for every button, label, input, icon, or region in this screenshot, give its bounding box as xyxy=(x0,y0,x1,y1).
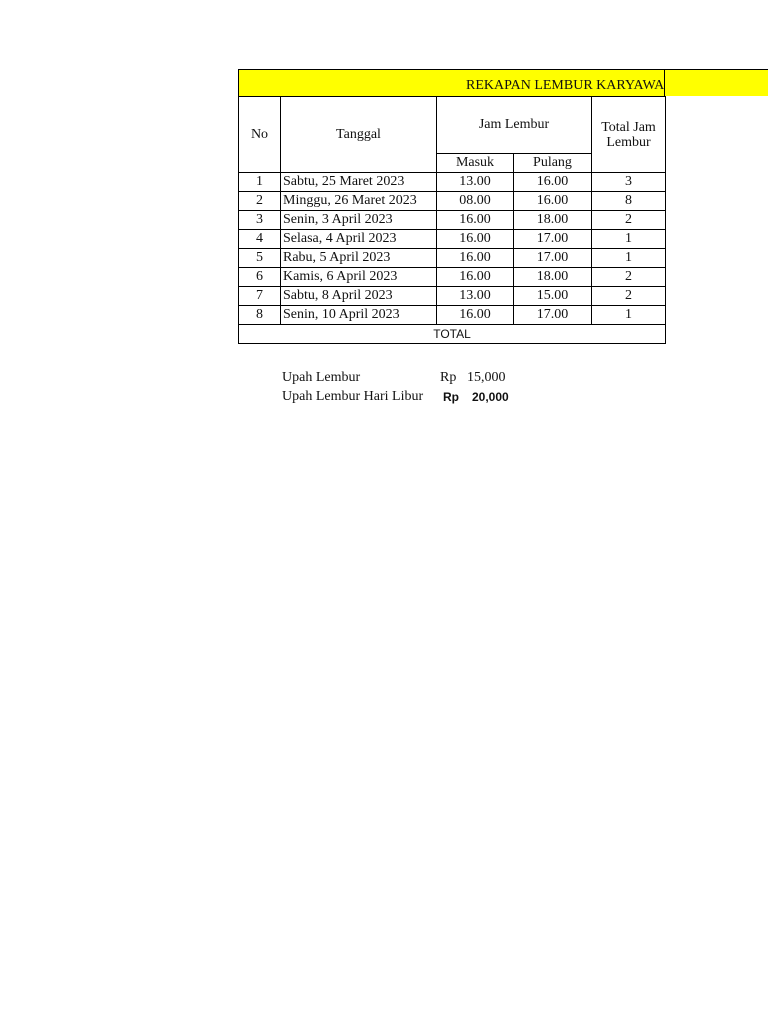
upah-lembur-value: 15,000 xyxy=(467,370,506,385)
upah-libur-currency: Rp xyxy=(443,390,459,404)
header-total-jam-lembur: Total Jam Lembur xyxy=(592,97,666,173)
row-tanggal: Sabtu, 25 Maret 2023 xyxy=(281,173,437,192)
total-label: TOTAL xyxy=(239,325,666,344)
row-no: 4 xyxy=(239,230,281,249)
table-row xyxy=(239,268,666,287)
header-pulang: Pulang xyxy=(514,154,592,173)
total-row xyxy=(239,325,666,344)
row-pulang: 17.00 xyxy=(514,306,592,325)
row-masuk: 16.00 xyxy=(437,211,514,230)
sheet-title: REKAPAN LEMBUR KARYAWA xyxy=(466,78,665,93)
row-pulang: 17.00 xyxy=(514,249,592,268)
row-total: 2 xyxy=(592,287,666,306)
row-no: 2 xyxy=(239,192,281,211)
upah-lembur-label: Upah Lembur xyxy=(282,370,361,385)
overtime-table xyxy=(238,96,666,344)
title-right-border xyxy=(664,69,665,96)
row-tanggal: Kamis, 6 April 2023 xyxy=(281,268,437,287)
row-total: 8 xyxy=(592,192,666,211)
row-no: 7 xyxy=(239,287,281,306)
row-tanggal: Senin, 10 April 2023 xyxy=(281,306,437,325)
row-no: 6 xyxy=(239,268,281,287)
row-total: 1 xyxy=(592,249,666,268)
row-masuk: 16.00 xyxy=(437,268,514,287)
row-total: 1 xyxy=(592,230,666,249)
header-masuk: Masuk xyxy=(437,154,514,173)
row-masuk: 16.00 xyxy=(437,249,514,268)
row-masuk: 16.00 xyxy=(437,306,514,325)
table-row xyxy=(239,230,666,249)
table-row xyxy=(239,173,666,192)
row-total: 3 xyxy=(592,173,666,192)
title-bar xyxy=(238,69,768,96)
row-pulang: 15.00 xyxy=(514,287,592,306)
row-masuk: 13.00 xyxy=(437,173,514,192)
header-no: No xyxy=(239,97,281,173)
upah-lembur-currency: Rp xyxy=(440,370,457,385)
row-tanggal: Sabtu, 8 April 2023 xyxy=(281,287,437,306)
table-row xyxy=(239,306,666,325)
row-pulang: 17.00 xyxy=(514,230,592,249)
table-row xyxy=(239,211,666,230)
row-masuk: 13.00 xyxy=(437,287,514,306)
table-row xyxy=(239,249,666,268)
row-masuk: 08.00 xyxy=(437,192,514,211)
upah-libur-label: Upah Lembur Hari Libur xyxy=(282,389,424,404)
row-total: 2 xyxy=(592,211,666,230)
header-jam-lembur: Jam Lembur xyxy=(437,97,592,154)
table-row xyxy=(239,192,666,211)
row-pulang: 16.00 xyxy=(514,173,592,192)
row-total: 1 xyxy=(592,306,666,325)
header-tanggal: Tanggal xyxy=(281,97,437,173)
row-no: 3 xyxy=(239,211,281,230)
row-no: 8 xyxy=(239,306,281,325)
row-pulang: 16.00 xyxy=(514,192,592,211)
row-total: 2 xyxy=(592,268,666,287)
row-masuk: 16.00 xyxy=(437,230,514,249)
table-row xyxy=(239,287,666,306)
row-no: 1 xyxy=(239,173,281,192)
row-no: 5 xyxy=(239,249,281,268)
row-pulang: 18.00 xyxy=(514,268,592,287)
row-tanggal: Rabu, 5 April 2023 xyxy=(281,249,437,268)
row-pulang: 18.00 xyxy=(514,211,592,230)
row-tanggal: Senin, 3 April 2023 xyxy=(281,211,437,230)
upah-libur-value: 20,000 xyxy=(472,390,509,404)
row-tanggal: Minggu, 26 Maret 2023 xyxy=(281,192,437,211)
row-tanggal: Selasa, 4 April 2023 xyxy=(281,230,437,249)
header-row xyxy=(239,97,666,154)
